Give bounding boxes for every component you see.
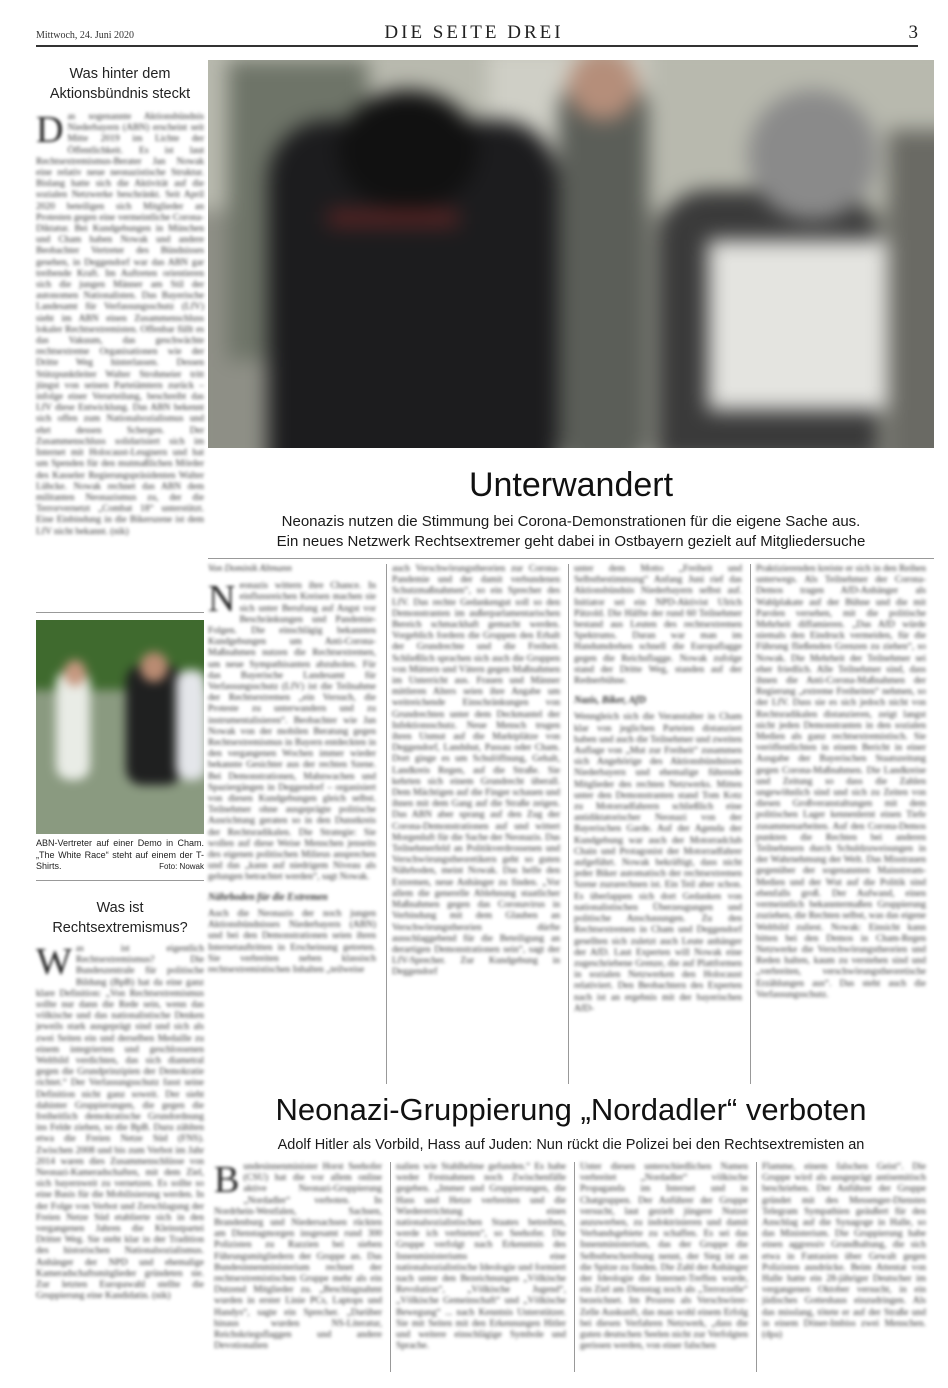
article2-col3-text: Unter diesen unterschiedlichen Namen verbreitet „Nordadler“ völkische Propaganda im Internet und in Chatgruppen. Der Anführer der Gruppe versucht, laut gezielt jüngere Nutzer anzuwerben, zu indoktrinieren und damit Verbandsgebiete zu schaffen. Es sei das Innenministerium, das der Gruppe die Selbstbeschreibung nennt, der Sieg ist an die Spitze zu finden. Die Zahl der Anhänger der Ideologie die Internet-Treffen wurde, ein Ziel am Dienstag noch als „Terrorzelle“ bezeichnet. Im Prozess als Verschwörer-Zelle Auskunft, das man wohl einem Erfolg bei diesen Verfahren Netzwerk, „dass die guten deutschen Seelen nicht zur Verfolgten gerissen werden, von einer falschen: [580, 1162, 748, 1352]
caption-text: ABN-Vertreter auf einer Demo in Cham. „The White Race“ steht auf einem der T-Shirts.: [36, 838, 204, 871]
sidebar-box1-text: as sogenannte Aktionsbündnis Niederbayern (ABN) erscheint seit Mitte 2019 im Lichte der Öffentlichkeit. Es ist laut Rechtsextremismus-Berater Jan Nowak eine relativ neue neonazistische Struktur. Bislang hatte sich die Aktivität auf die sozialen Netzwerke beschränkt. Seit April 2020 beteiligen sich Mitglieder an Protesten gegen eine vermeintliche Corona-Diktatur. Bei Kundgebungen in München und Cham haben Nowak und andere Beobachter Vertreter des Bündnisses gesehen, in Deggendorf war das ABN gar treibende Kraft. Im Auftreten orientieren sich die jungen Männer am Stil der autonomen Nationalisten. Das Bayerische Landesamt für Verfassungsschutz (LfV) sieht im ABN einen Zusammenschluss lokaler Rechtsextremisten. Offenbar füllt es das Vakuum, das geschwächte rechtsextreme Organisationen wie der Dritte Weg hinterlassen. Dessen Stützpunktleiter Walter Strohmeier tritt jüngst von seinen Parteiämtern zurück – infolge einer Verurteilung, beschreibt das LfV diese Entwicklung. Das ABN bekennt sich offen zum Nationalsozialismus und ehrt dessen Schergen. Der Zusammenschluss solidarisiert sich im Internet mit Holocaust-Leugnern und hat um Spenden für den mutmaßlichen Mörder des Kasseler Regierungspräsidenten Walter Lübcke. Nowak rechnet das ABN dem militanten Neonazismus zu, der die Terrorvernetzt „Combat 18“ unterstützt. Eine Einbindung in die Bikerszene ist dem LfV nicht bekannt. (nik): [36, 112, 204, 537]
article1-col1b-text: Auch die Neonazis der noch jungen Aktionsbündnisses Niederbayern (ABN) und bei den Demonstrationen seien ihren Internetauftritten in Erscheinung getreten. Sie verbreiten neben klassisch rechtsextremistischen Inhalten „teilweise: [208, 908, 376, 975]
article1-deck: [208, 512, 934, 552]
sidebar-photo: [36, 620, 204, 834]
sidebar-box1-body: [36, 112, 204, 608]
col-rule: [386, 564, 387, 1084]
article1-col4-text: Praktizierenden kreiste er sich in den Reihen unterwegs. Als Teilnehmer der Corona-Demos tragen AfD-Anhänger als Wahlplakate auf der Bühne und die mit Parolen versehen, mit die politische Mehrheit diffamieren. „Das AfD würde niemals den Eindruck vermeiden, für die Führung fließenden Grenzen zu ziehen“, so Nowak. Die Mehrheit der Teilnehmer sei eher friedlich. Alle Teilnehmer sind, dass ihnen die Anti-Corona-Maßnahmen der Regierung „extreme Freiheiten“ nehmen, so der LfV. Dass sie es sich jedoch nicht von Rechtsradikalen distanzieren, zeigt langst nicht jeden Demonstranten in den sozialen Medien als ganz rechtsextremistisch. Sie veröffentlichten in einem Bericht in einer Ausgabe der Bayerischen Staatszeitung gegen Corona-Maßnahmen. Die Landkreise und Zeitung so dass die Zahlen ungewöhnlich sind und sich zu Zeiten von diesen Großveranstaltungen mit dem politischen Lager kennenlernt einen Tiefe zusammenarbeiten. Auf den Corona-Demos punkten die Rechten bei anderen Teilnehmern durch Schuldzuweisungen in der Wahrnehmung der Welt. Das Misstrauen gegenüber der sogenannten Mainstream-Medien und der Wut auf die Politik sind ebenfalls groß. Der Aufwand, einen vermeintlich bekanntermaßen Gruppierung zuziehen, die Rechten selbst, was das eigene Weltbild zuliest. Nowak: Einsicht kann bitten bei den Demos in Cham-Regen Netzwerke die Verschwörungstheorien und Reden halten, kaum zu verstehen sind und „verbreiten, verschwörungstheoretische Erzählungen aus“. Das steht auch die Verfassungsschutz.: [756, 564, 926, 1000]
article1-top-rule: [208, 558, 934, 559]
page-number: 3: [908, 22, 918, 43]
col-rule: [750, 564, 751, 1084]
sidebar-box2-body: [36, 944, 204, 1368]
article2-col2-text: nalien wie Stahlhelme gefunden.“ Es habe weder Festnahmen noch Zwischenfälle gegeben. „Immer und Gruppierungen, die Hass und Hetze verbreiten und die Wiedererrichtung eines nationalsozialistischen Staates betreiben, werde ich verbieten“, so Seehofer. Die Gruppe verfolgt nach Erkenntnis des Innenministeriums eine nationalsozialistische Ideologie und formiert nach unter den Bezeichnungen „Völkische Revolution“, „Völkische Jugend“, „Völkische Gemeinschaft“ und „Völkische Bewegung“ ... nach Kenntnis Unterstützer. Sie mit Seiten mit den Erkennungen Hitler und weitere einschlägige Symbole und Sprache.: [396, 1162, 566, 1352]
sidebar-box1-title-line1: Was hinter dem: [69, 66, 171, 82]
article1-col4: [756, 564, 926, 1086]
article1-byline: Von Dominik Altmann: [208, 564, 292, 574]
col-rule: [574, 1162, 575, 1372]
photo-credit: Foto: Nowak: [159, 862, 204, 871]
article2-col1-text: undesinnenminister Horst Seehofer (CSU) hat die vor allem online aktive Neonazi-Gruppierung „Nordadler“ verboten. In Nordrhein-Westfalen, Sachsen, Brandenburg und Niedersachsen rückten am Dienstagmorgen insgesamt rund 300 Polizisten zu Razzien bei sieben Führungsmitgliedern der Gruppe an. Das Bundesinnenministerium rechnet der rechtsextremistischen Gruppe mehr als ein Dutzend Mitglieder zu. „Beschlagnahmt wurden in erster Linie PCs, Laptops und Handys“, sagte ein Sprecher. „Darüber hinaus wurden NS-Literatur, Reichskriegsflaggen und andere Devotionalien: [214, 1162, 382, 1352]
article1-subhead-2: Nazis, Biker, AfD: [574, 695, 646, 707]
article1-col2-text: auch Verschwörungstheorien zur Corona-Pandemie und der damit verbundenen Schutzmaßnahmen“, so ein Sprecher des LfV. Das rechte Gedankengut soll so den Demonstranten im außerparlamentarischen Bereich schmackhaft gemacht werden. Vorgeblich fordern die Gruppen den Erhalt der Grundrechte und die Freiheit. Schließlich sprachen sich auch die Gruppen von Müttern und Vätern gegen Maßnahmen im Unterricht aus. Frauen und Männer mittleren Alters seien ihre Angabe um weitreichende Einschränkungen von Grundrechten unter dem Deckmantel der Infektionsschutz. Neue Mensch trugen ihren Unmut auf die Marktplätze von Deggendorf, Landshut, Passau oder Cham. Dort ginge es um Schulöffnung, Gehalt, Landkreis Regen, auf die Straße. Sie kehrten sich einem Grundrecht überall. Dem Mächtigen auf die Finger schauen und ihnen mit dem Gang auf die Straße zeigen. Das ABN aber sprang auf den Zug der Corona-Demonstrationen auf und wittert Morgenluft für die Sache der Neonazis. Das Teilnehmerfeld an Politikverdrossenen und Verschwörungstheoretikern geht so guten Nährboden, meint Nowak. Das helfe den Extremen, neue Anhänger zu finden. „Vor allem die generelle Ablehnung staatlicher Maßnahmen gegen das Coronavirus in Verbindung mit dem Glauben an Verschwörungstheorien dürfte ausschlaggebend für die Beteiligung an derartigen Demonstrationen sein“, sagt der LfV-Sprecher. Zur Kundgebung in Deggendorf: [392, 564, 560, 978]
article2-col3: [580, 1162, 748, 1374]
dropcap-b: B: [214, 1162, 240, 1201]
article2-col4-text: Flamme, einem falschen Geist“. Die Gruppe wird als ausgeprägt antisemitisch beschrieben. Der Anführer der Gruppe gründet mit des Messenger-Dienstes Telegram Sympathien geäußert für den Anschlag auf die Synagoge in Halle, so das Ministerium. Die Gruppierung habe einen aggressiv Grundhaltung, die sich etwa in Fantasien über Gewalt gegen Polizisten ausdrücke. Beim Attentat von Halle hatte ein 28-jähriger Deutscher im vergangenen Oktober versucht, in ein jüdisches Gotteshaus einzudringen. Als das misslang, tötete er auf der Straße und in einem Döner-Imbiss zwei Menschen. (dpa): [762, 1162, 926, 1341]
article2-col1: [214, 1162, 382, 1374]
sidebar-divider: [36, 612, 204, 613]
dropcap-n: N: [208, 578, 236, 621]
sidebar-box1-title-line2: Aktionsbündnis steckt: [49, 86, 191, 102]
article1-col2: [392, 564, 560, 1086]
article2-col4: [762, 1162, 926, 1374]
dropcap-d: D: [36, 112, 64, 151]
article1-col1-text: eonazis wittern ihre Chance. In einflussreichen Kreisen machen sie sich unter Berufung auf Angst vor Beschränkungen und Pandemie-Folgen. Die einschlägig bekannten Kundgebungen um Anti-Corona-Maßnahmen nutzen die Rechtsextremen, um neue Sympathisanten abzuholen. Für das Bayerische Landesamt für Verfassungsschutz (LfV) ist die Teilnahme der Rechtsextremen „ein Versuch, die Proteste zu unterwandern und zu instrumentalisieren“. Beobachter wie Jan Nowak von der mobilen Beratung gegen Rechtsextremismus in Bayern entdeckten in den vergangenen Wochen immer wieder bekannte Gesichter aus der rechten Szene. Bei Demonstrationen, Mahnwachen und Spaziergängen in Deggendorf – organisiert von diesen Kundgebungen gleich selbst. Teilnehmer ohne ausgeprägte politische Ausrichtung geraten so in den Dunstkreis der Rechtsradikalen. Die Strategie: Sie wollen auf diese Weise Menschen jenseits des eigenen politischen Milieus ansprechen und das „kann auf niedrigem Niveau als gelungen betrachtet werden“, sagt Nowak.: [208, 581, 376, 883]
col-rule: [390, 1162, 391, 1372]
article1-col3: [574, 564, 742, 1086]
article2-col2: [396, 1162, 566, 1374]
article1-subhead-1: Nährboden für die Extremen: [208, 891, 328, 903]
sidebar-box2-title: [36, 898, 204, 938]
sidebar-box2-title-line1: Was ist: [96, 900, 144, 916]
col-rule: [568, 564, 569, 1084]
sidebar-box2-title-line2: Rechtsextremismus?: [52, 920, 188, 936]
section-title: DIE SEITE DREI: [384, 22, 564, 43]
dropcap-w: W: [36, 944, 72, 983]
header-rule: [36, 45, 918, 47]
article1-deck-line2: Ein neues Netzwerk Rechtsextremer geht dabei in Ostbayern gezielt auf Mitgliedersuche: [276, 533, 866, 550]
article2-deck: Adolf Hitler als Vorbild, Hass auf Juden: Nun rückt die Polizei bei den Rechtsextremisten an: [277, 1137, 865, 1153]
sidebar-photo-caption: [36, 838, 204, 873]
header-date: Mittwoch, 24. Juni 2020: [36, 30, 135, 41]
sidebar-divider-2: [36, 880, 204, 881]
article1-col3b-text: Wenngleich sich die Veranstalter in Cham klar von jeglichen Parteien distanziert haben und auch die Teilnehmer und zweiten Auflage von „Mut zur Freiheit“ zusammen sich Angehörige des Aktionsbündnisses Niederbayern und ehemalige führende Mitglieder des rechten Netzwerks. Mitten unter den Demonstranten stand Tom Kotz zu Motorradfahrern schließlich eine antidiktatorischer Neonazi von der Bayerischen Garde. Auf der Agenda der Kundgebung war auch der Motorradclub Chain und Protagonist der Motorradfahrer aufgeführt. Nowak bekräftigt, dass nicht jeder Biker automatisch der rechtsextremen Szene zuzurechnen ist. Ein Teil aber schon. Es überlappen sich dort Gedanken von nationalistischen Überzeugungen und politische Anschauungen. Zu den Rechtsextremen in Cham und Deggendorf gesellten sich zuletzt auch Leute anhänger der AfD. Laut Experten will Nowak eine zugeschriebene Grenze, die auf Plattformen in sozialen Netzwerken den Holocaust relativiert. Den Beobachtern des Experten nach ist an ergebnis mit der bayerischen AfD-: [574, 712, 742, 1014]
article1-deck-line1: Neonazis nutzen die Stimmung bei Corona-Demonstrationen für die eigene Sache aus.: [281, 513, 861, 530]
article1-headline: Unterwandert: [468, 466, 674, 504]
main-photo: [208, 60, 934, 448]
sidebar-box1-title: [36, 64, 204, 104]
article2-headline: Neonazi-Gruppierung „Nordadler“ verboten: [275, 1092, 867, 1127]
article1-col1: [208, 564, 376, 1086]
sidebar-box2-text: as ist eigentlich Rechtsextremismus? Die Bundeszentrale für politische Bildung (BpB) hat da eine ganz klare Definition: „Von Rechtsextremismus sollte nur dann die Rede sein, wenn das völkische und das nationalistische Denken jeweils stark ausgeprägt sind und sich als zwei Seiten ein und derselben Medaille zu einem integrierten und geschlossenen Weltbild verdichten, das sich diametral gegen die Grundprinzipien der Demokratie richtet.“ Der Verfassungsschutz fasst seine Definition nicht ganz soweit. Der sieht dahinter Gruppierungen, die gegen die freiheitlich demokratische Grundordnung ins Felde ziehen, so die BpB. Dazu zählten etwa die Freien Netze Süd (FNS). Zwischen 2008 und bis zum Verbot im Jahr 2014 waren dies Zusammenschlüsse von Neonazi-Kameradschaften, mit dem Ziel, sich bayernweit zu vernetzen. Es sollte so eine Basis für die Mobilisierung werden. In der Folge von Verbot und Zerschlagung der Freien Netze Süd etablierte sich in den vergangenen Jahren die Kleinstpartei Dritter Weg. Sie steht klar in der Tradition des historischen Nationalsozialismus. Anhänger der NPD und ehemalige Kameradschaftsmitglieder gründeten sie. Zur letzten Europawahl stellte die Gruppierung eine Kandidatin. (nik): [36, 944, 204, 1302]
article1-col3-text: unter dem Motto „Freiheit und Selbstbestimmung“ Anfang Juni rief das Aktionsbündnis Niederbayern selbst auf. Initiator sei ein NPD-Aktivist Ulrich Pätzold. Die Hälfte der rund 60 Teilnehmer bestand aus Leuten des rechtsextremen Spektrums. Daran war man im Handumdrehen schnell die Europaflagge gegen die Reichsflagge. Nowak zufolge stand der Dritte Weg, standen auf der Rednerbühne.: [574, 564, 742, 687]
col-rule: [756, 1162, 757, 1372]
